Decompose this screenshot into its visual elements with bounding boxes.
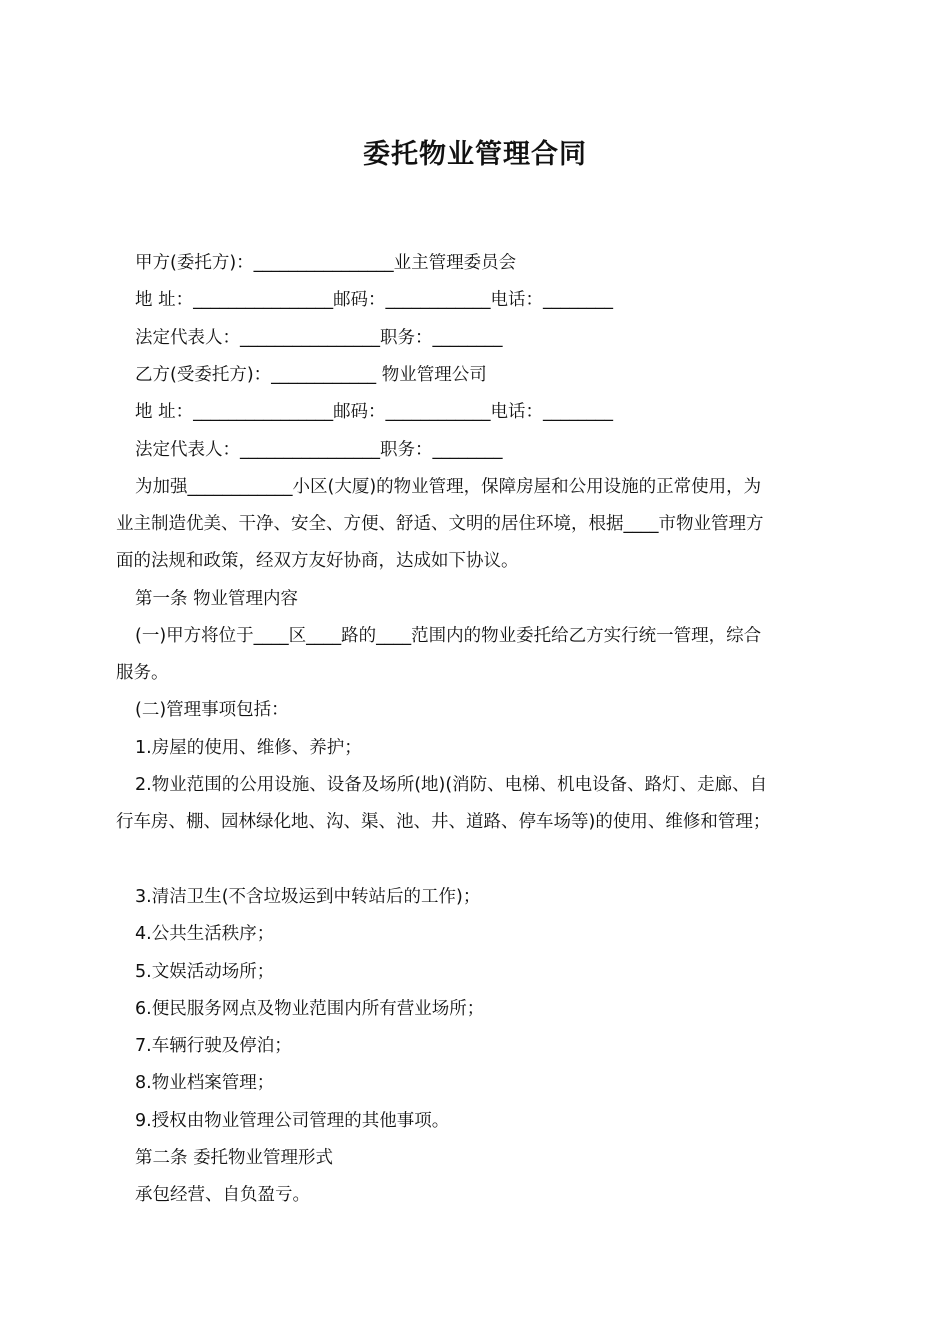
list-item-5: 5.文娱活动场所； <box>135 962 275 982</box>
list-item-6: 6.便民服务网点及物业范围内所有营业场所； <box>135 999 485 1019</box>
list-item-2-line-1: 2.物业范围的公用设施、设备及场所(地)(消防、电梯、机电设备、路灯、走廊、自 <box>135 775 768 795</box>
list-item-2-line-2: 行车房、棚、园林绿化地、沟、渠、池、井、道路、停车场等)的使用、维修和管理； <box>116 812 771 832</box>
preamble-line-3: 面的法规和政策，经双方友好协商，达成如下协议。 <box>116 551 519 571</box>
party-b-address-line: 地 址：________________邮码：____________电话：________ <box>135 402 614 422</box>
party-b-representative-line: 法定代表人：________________职务：________ <box>135 440 503 460</box>
list-item-4: 4.公共生活秩序； <box>135 924 275 944</box>
clause-1-line-2: 服务。 <box>116 663 169 683</box>
party-b-line: 乙方(受委托方)：____________ 物业管理公司 <box>135 365 487 385</box>
article-2-body: 承包经营、自负盈亏。 <box>135 1185 310 1205</box>
preamble-line-2: 业主制造优美、干净、安全、方便、舒适、文明的居住环境，根据____市物业管理方 <box>116 514 764 534</box>
list-item-1: 1.房屋的使用、维修、养护； <box>135 738 362 758</box>
list-item-7: 7.车辆行驶及停泊； <box>135 1036 292 1056</box>
list-item-8: 8.物业档案管理； <box>135 1073 275 1093</box>
party-a-address-line: 地 址：________________邮码：____________电话：________ <box>135 290 614 310</box>
list-item-9: 9.授权由物业管理公司管理的其他事项。 <box>135 1111 450 1131</box>
clause-2-heading: (二)管理事项包括： <box>135 700 289 720</box>
list-item-3: 3.清洁卫生(不含垃圾运到中转站后的工作)； <box>135 887 481 907</box>
preamble-line-1: 为加强____________小区(大厦)的物业管理，保障房屋和公用设施的正常使用，为 <box>135 477 762 497</box>
party-a-line: 甲方(委托方)：________________业主管理委员会 <box>135 253 517 273</box>
article-1-heading: 第一条 物业管理内容 <box>135 589 299 609</box>
party-a-representative-line: 法定代表人：________________职务：________ <box>135 328 503 348</box>
article-2-heading: 第二条 委托物业管理形式 <box>135 1148 334 1168</box>
clause-1-line-1: (一)甲方将位于____区____路的____范围内的物业委托给乙方实行统一管理，综合 <box>135 626 762 646</box>
document-title: 委托物业管理合同 <box>363 139 587 170</box>
